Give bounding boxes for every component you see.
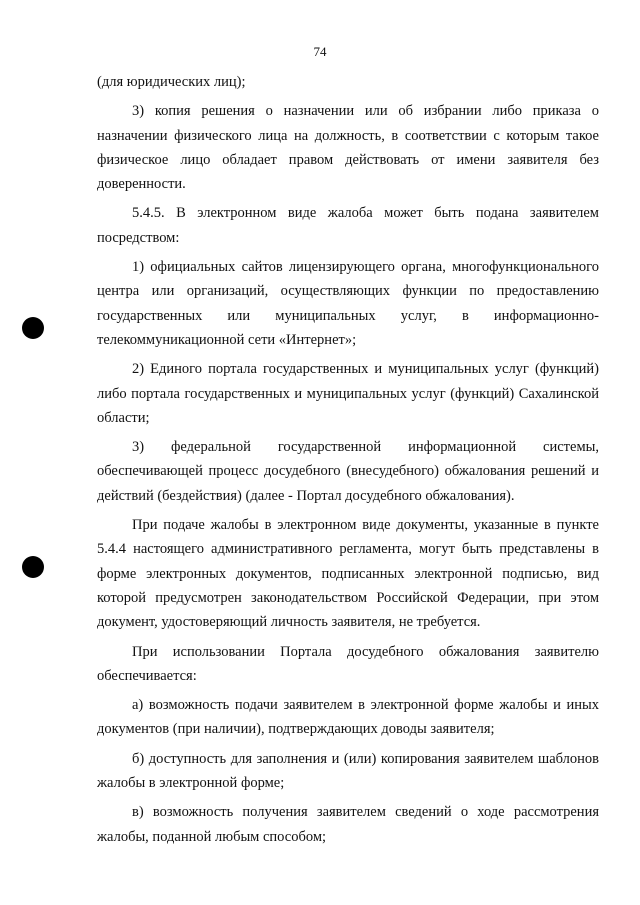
paragraph-item-3-decision-copy: 3) копия решения о назначении или об избрании либо приказа о назначении физического лица на должность, в соответствии с которым такое физическое лицо обладает правом действовать от имени заявителя без доверенности. (97, 103, 599, 193)
paragraph-item-a: а) возможность подачи заявителем в электронной форме жалобы и иных документов (при наличии), подтверждающих доводы заявителя; (97, 697, 599, 738)
paragraph-item-3-federal-system: 3) федеральной государственной информационной системы, обеспечивающей процесс досудебного (внесудебного) обжалования решений и действий (бездействия) (далее - Портал досудебного обжалования). (97, 439, 599, 504)
paragraph-legal-entities: (для юридических лиц); (97, 74, 246, 90)
paragraph-item-2-unified-portal: 2) Единого портала государственных и муниципальных услуг (функций) либо портала государственных и муниципальных услуг (функций) Сахалинской области; (97, 361, 599, 426)
page-number: 74 (313, 44, 327, 59)
paragraph-electronic-documents: При подаче жалобы в электронном виде документы, указанные в пункте 5.4.4 настоящего административного регламента, могут быть представлены в форме электронных документов, подписанных электронной подписью, вид которой предусмотрен законодательством Российской Федерации, при этом документ, удостоверяющий личность заявителя, не требуется. (97, 517, 599, 631)
document-body (97, 70, 599, 849)
paragraph-item-1-official-sites: 1) официальных сайтов лицензирующего органа, многофункционального центра или организаций, осуществляющих функции по предоставлению государственных или муниципальных услуг, в информационно-телекоммуникационной сети «Интернет»; (97, 259, 599, 348)
paragraph-item-b: б) доступность для заполнения и (или) копирования заявителем шаблонов жалобы в электронной форме; (97, 750, 599, 792)
paragraph-portal-usage: При использовании Портала досудебного обжалования заявителю обеспечивается: (97, 643, 599, 684)
paragraph-5-4-5: 5.4.5. В электронном виде жалоба может быть подана заявителем посредством: (97, 205, 599, 246)
paragraph-item-c: в) возможность получения заявителем сведений о ходе рассмотрения жалобы, поданной любым способом; (97, 804, 599, 845)
punch-hole-top (22, 317, 44, 339)
punch-hole-bottom (22, 556, 44, 578)
